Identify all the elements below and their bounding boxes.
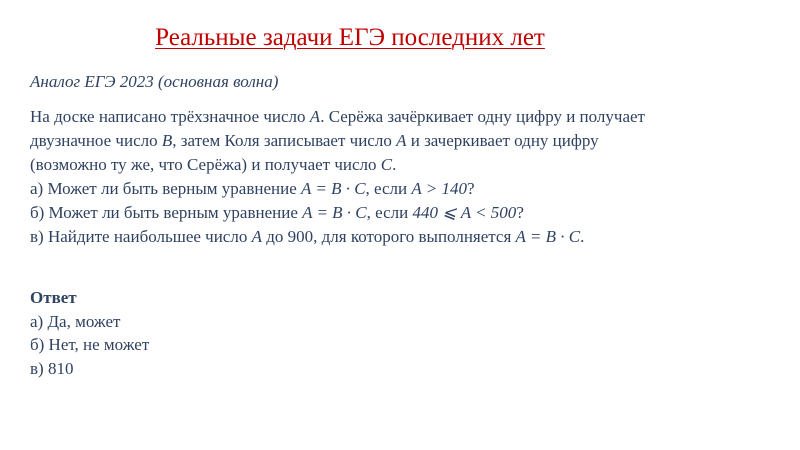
- equation: A = B · C: [515, 227, 581, 246]
- answer-block: [30, 286, 149, 380]
- equation: A = B · C: [302, 203, 367, 222]
- question-c: [30, 225, 780, 249]
- variable-c: C: [380, 155, 393, 174]
- problem-statement: [30, 105, 780, 249]
- variable-a: A: [251, 227, 262, 246]
- answer-heading: Ответ: [30, 288, 77, 307]
- text: , если: [365, 179, 412, 198]
- text: ?: [466, 179, 475, 198]
- variable-b: B: [161, 131, 173, 150]
- condition: 440 ⩽ A < 500: [412, 203, 517, 222]
- problem-line-2: [30, 129, 780, 153]
- subtitle: Аналог ЕГЭ 2023 (основная волна): [30, 72, 279, 91]
- question-b: [30, 201, 780, 225]
- text: б) Может ли быть верным уравнение: [30, 203, 303, 222]
- text: двузначное число: [30, 131, 162, 150]
- answer-b: б) Нет, не может: [30, 335, 150, 354]
- text: .: [580, 227, 585, 246]
- text: , затем Коля записывает число: [172, 131, 397, 150]
- text: а) Может ли быть верным уравнение: [30, 179, 302, 198]
- text: (возможно ту же, что Серёжа) и получает число: [30, 155, 381, 174]
- text: и зачеркивает одну цифру: [406, 131, 599, 150]
- text: в) Найдите наибольшее число: [30, 227, 252, 246]
- answer-a: а) Да, может: [30, 311, 121, 331]
- problem-line-3: [30, 153, 780, 177]
- slide-title: Реальные задачи ЕГЭ последних лет: [155, 24, 545, 51]
- text: . Серёжа зачёркивает одну цифру и получает: [320, 107, 645, 126]
- question-a: [30, 177, 780, 201]
- equation: A = B · C: [301, 179, 366, 198]
- text: .: [392, 155, 397, 174]
- variable-a: A: [396, 131, 407, 150]
- answer-c: в) 810: [30, 358, 74, 378]
- text: , если: [366, 203, 413, 222]
- text: до 900, для которого выполняется: [261, 227, 516, 246]
- text: На доске написано трёхзначное число: [30, 107, 310, 126]
- text: ?: [516, 203, 524, 222]
- variable-a: A: [309, 107, 321, 126]
- condition: A > 140: [411, 179, 467, 198]
- problem-line-1: [30, 105, 780, 129]
